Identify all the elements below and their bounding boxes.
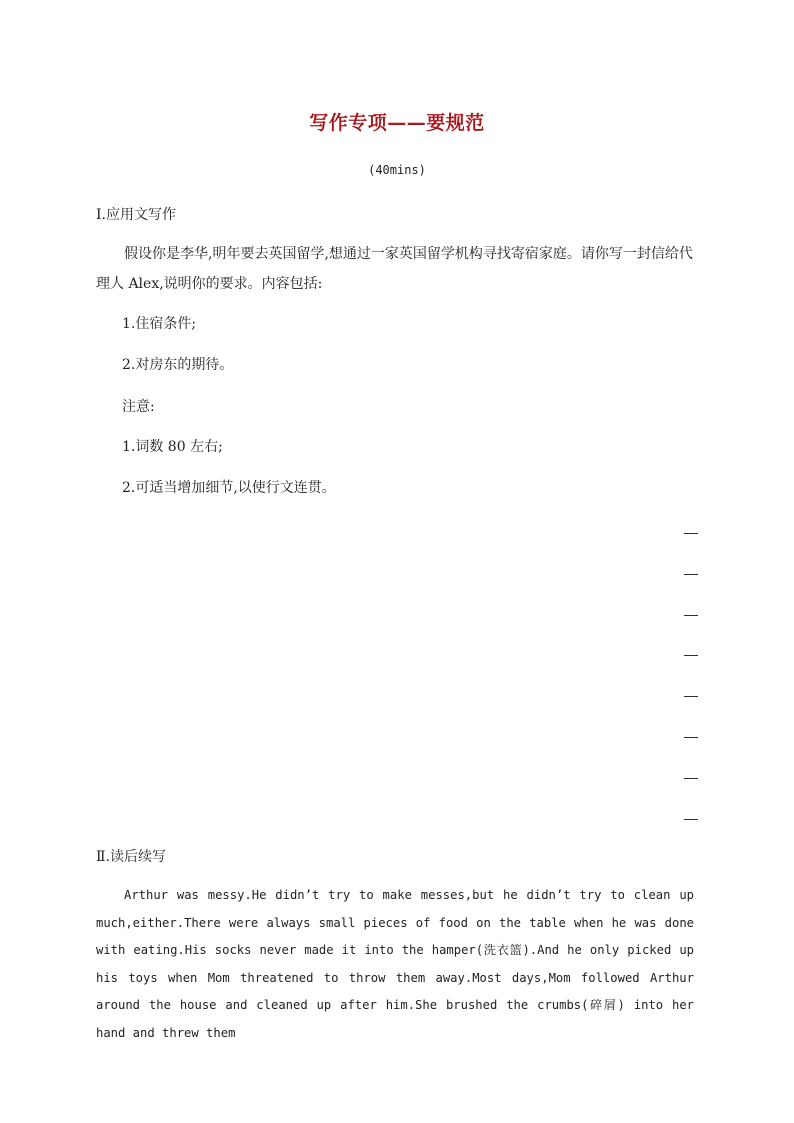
time-limit: (40mins) [368, 163, 426, 177]
point-2: 2.对房东的期待。 [122, 357, 234, 373]
answer-line[interactable] [684, 778, 698, 779]
reading-passage: Arthur was messy.He didn’t try to make messes,but he didn’t try to clean up much,either.There were always small pieces of food on the table when he was done with eating.His socks never made it into the hamper(洗衣篮).And he only picked up his toys when Mom threatened to throw them away.Most days,Mom followed Arthur around the house and cleaned up after him.She brushed the crumbs(碎屑) into her hand and threw them [96, 888, 694, 1040]
note-2: 2.可适当增加细节,以使行文连贯。 [122, 480, 336, 496]
note-label: 注意: [122, 399, 155, 415]
answer-line[interactable] [684, 819, 698, 820]
point-1: 1.住宿条件; [122, 316, 197, 332]
section-1-heading: Ⅰ.应用文写作 [96, 207, 176, 223]
answer-line[interactable] [684, 655, 698, 656]
answer-line[interactable] [684, 533, 698, 534]
section-1-prompt: 假设你是李华,明年要去英国留学,想通过一家英国留学机构寻找寄宿家庭。请你写一封信给代理人 Alex,说明你的要求。内容包括: [96, 246, 693, 292]
answer-line[interactable] [684, 574, 698, 575]
section-2-heading: Ⅱ.读后续写 [96, 849, 166, 865]
page-title: 写作专项——要规范 [309, 112, 485, 134]
answer-line[interactable] [684, 615, 698, 616]
note-1: 1.词数 80 左右; [122, 439, 223, 455]
answer-line[interactable] [684, 696, 698, 697]
answer-line[interactable] [684, 737, 698, 738]
